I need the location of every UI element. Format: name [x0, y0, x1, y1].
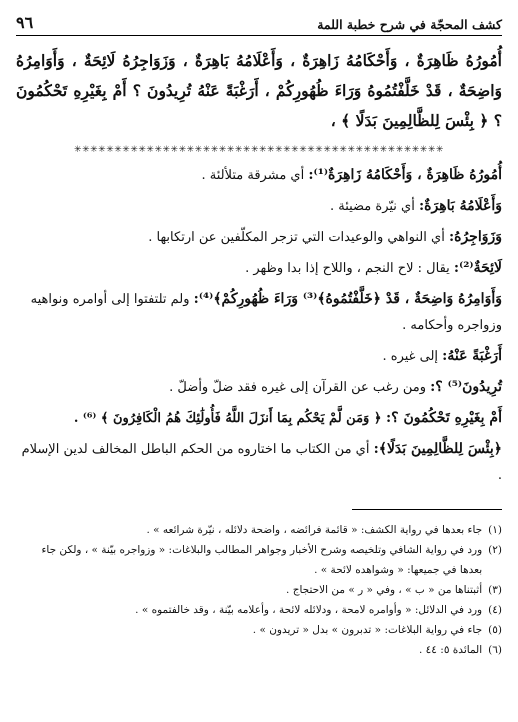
footnote-number: (٣) [488, 584, 502, 596]
commentary-entry [16, 374, 502, 401]
footnote [16, 540, 502, 580]
book-title: كشف المحجّة في شرح خطبة اللمة [317, 17, 502, 32]
commentary-entry [16, 193, 502, 220]
commentary-entry [16, 436, 502, 489]
footnote-number: (٥) [488, 624, 502, 636]
commentary-lemma: تُرِيدُونَ⁽⁵⁾ ؟: [430, 379, 502, 395]
commentary-entry [16, 255, 502, 282]
page-number: ٩٦ [16, 13, 34, 32]
commentary-text: أي من الكتاب ما اختاروه من الحكم الباطل المخالف لدين الإسلام . [21, 442, 502, 483]
commentary-entry [16, 224, 502, 251]
commentary-text: ولم تلتفتوا إلى أوامره ونواهيه وزواجره وأحكامه . [30, 292, 502, 333]
footnote-text: أثبتناها من « ب » ، وفي « ر » من الاحتجاج . [286, 584, 483, 596]
footnote-divider [352, 509, 502, 510]
commentary-entry [16, 286, 502, 339]
running-header [16, 10, 502, 36]
commentary-text: ومن رغب عن القرآن إلى غيره فقد ضلّ وأضلّ . [169, 380, 431, 395]
commentary-text: أي مشرقة متلألئة . [201, 168, 309, 183]
commentary-text: ﴿ وَمَن لَّمْ يَحْكُم بِمَا أَنزَلَ اللَّهُ فَأُولَٰئِكَ هُمُ الْكَافِرُونَ ﴾ ⁽⁶⁾ . [73, 411, 386, 426]
footnote [16, 520, 502, 540]
footnote-number: (٢) [488, 544, 502, 556]
footnote [16, 640, 502, 660]
commentary-entry [16, 405, 502, 432]
commentary-lemma: أُمُورُهُ ظَاهِرَةٌ ، وَأَحْكَامُهُ زَاهِرَةٌ⁽¹⁾: [308, 167, 502, 183]
star-separator: ✳✳✳✳✳✳✳✳✳✳✳✳✳✳✳✳✳✳✳✳✳✳✳✳✳✳✳✳✳✳✳✳✳✳✳✳✳✳✳✳✳✳✳✳✳✳ [74, 145, 444, 155]
footnote-text: المائدة ٥: ٤٤ . [418, 644, 483, 656]
footnote [16, 620, 502, 640]
commentary-lemma: ﴿بِئْسَ لِلظَّالِمِينَ بَدَلًا﴾: [373, 441, 502, 457]
commentary-text: إلى غيره . [382, 349, 443, 364]
footnote-text: جاء في رواية البلاغات: « تدبرون » بدل « تريدون » . [252, 624, 483, 636]
footnotes [16, 520, 502, 660]
footnote-number: (٦) [488, 644, 502, 656]
commentary [16, 162, 502, 489]
footnote [16, 600, 502, 620]
commentary-lemma: وَأَوَامِرُهُ وَاضِحَةٌ ، قَدْ ﴿خَلَّفْتُمُوهُ﴾⁽³⁾ وَرَاءَ ظُهُورِكُمْ﴾⁽⁴⁾: [193, 291, 502, 307]
footnote-text: جاء بعدها في رواية الكشف: « قائمة فرائضه ، واضحة دلائله ، نيّرة شرائعه » . [146, 524, 483, 536]
commentary-text: أي النواهي والوعيدات التي تزجر المكلّفين عن ارتكابها . [148, 230, 449, 245]
commentary-lemma: أَمْ بِغَيْرِهِ تَحْكُمُونَ ؟: [386, 410, 502, 426]
footnote-number: (٤) [488, 604, 502, 616]
footnote-text: ورد في الدلائل: « وأوامره لامحة ، ودلائله لائحة ، وأعلامه بيّنة ، وقد خالفتموه » . [135, 604, 483, 616]
footnote [16, 580, 502, 600]
commentary-text: يقال : لاح النجم ، واللاح إذا بدا وظهر . [245, 261, 454, 276]
commentary-lemma: وَأَعْلَامُهُ بَاهِرَةٌ: [418, 198, 502, 214]
commentary-text: أي نيّرة مضيئة . [329, 199, 419, 214]
commentary-lemma: وَزَوَاجِرُهُ: [448, 229, 502, 245]
footnote-text: ورد في رواية الشافي وتلخيصه وشرح الأخبار وجواهر المطالب والبلاغات: « وزواجره بيّنة » ، ولكن جاء بعدها في جميعها: « وشواهده لائحة » . [41, 544, 483, 576]
commentary-entry [16, 343, 502, 370]
sermon-text: أُمُورُهُ ظَاهِرَةٌ ، وَأَحْكَامُهُ زَاهِرَةٌ ، وَأَعْلَامُهُ بَاهِرَةٌ ، وَزَوَاجِرُهُ لَائِحَةٌ ، وَأَوَامِرُهُ وَاضِحَةٌ ، قَدْ خَلَّفْتُمُوهُ وَرَاءَ ظُهُورِكُمْ ، أَرَغْبَةً عَنْهُ تُرِيدُونَ ؟ أَمْ بِغَيْرِهِ تَحْكُمُونَ ؟ ﴿ بِئْسَ لِلظَّالِمِينَ بَدَلًا ﴾ ، [16, 51, 502, 130]
commentary-lemma: أَرَغْبَةً عَنْهُ: [442, 348, 502, 364]
commentary-lemma: لَائِحَةٌ⁽²⁾: [453, 260, 502, 276]
commentary-entry [16, 162, 502, 189]
footnote-number: (١) [488, 524, 502, 536]
